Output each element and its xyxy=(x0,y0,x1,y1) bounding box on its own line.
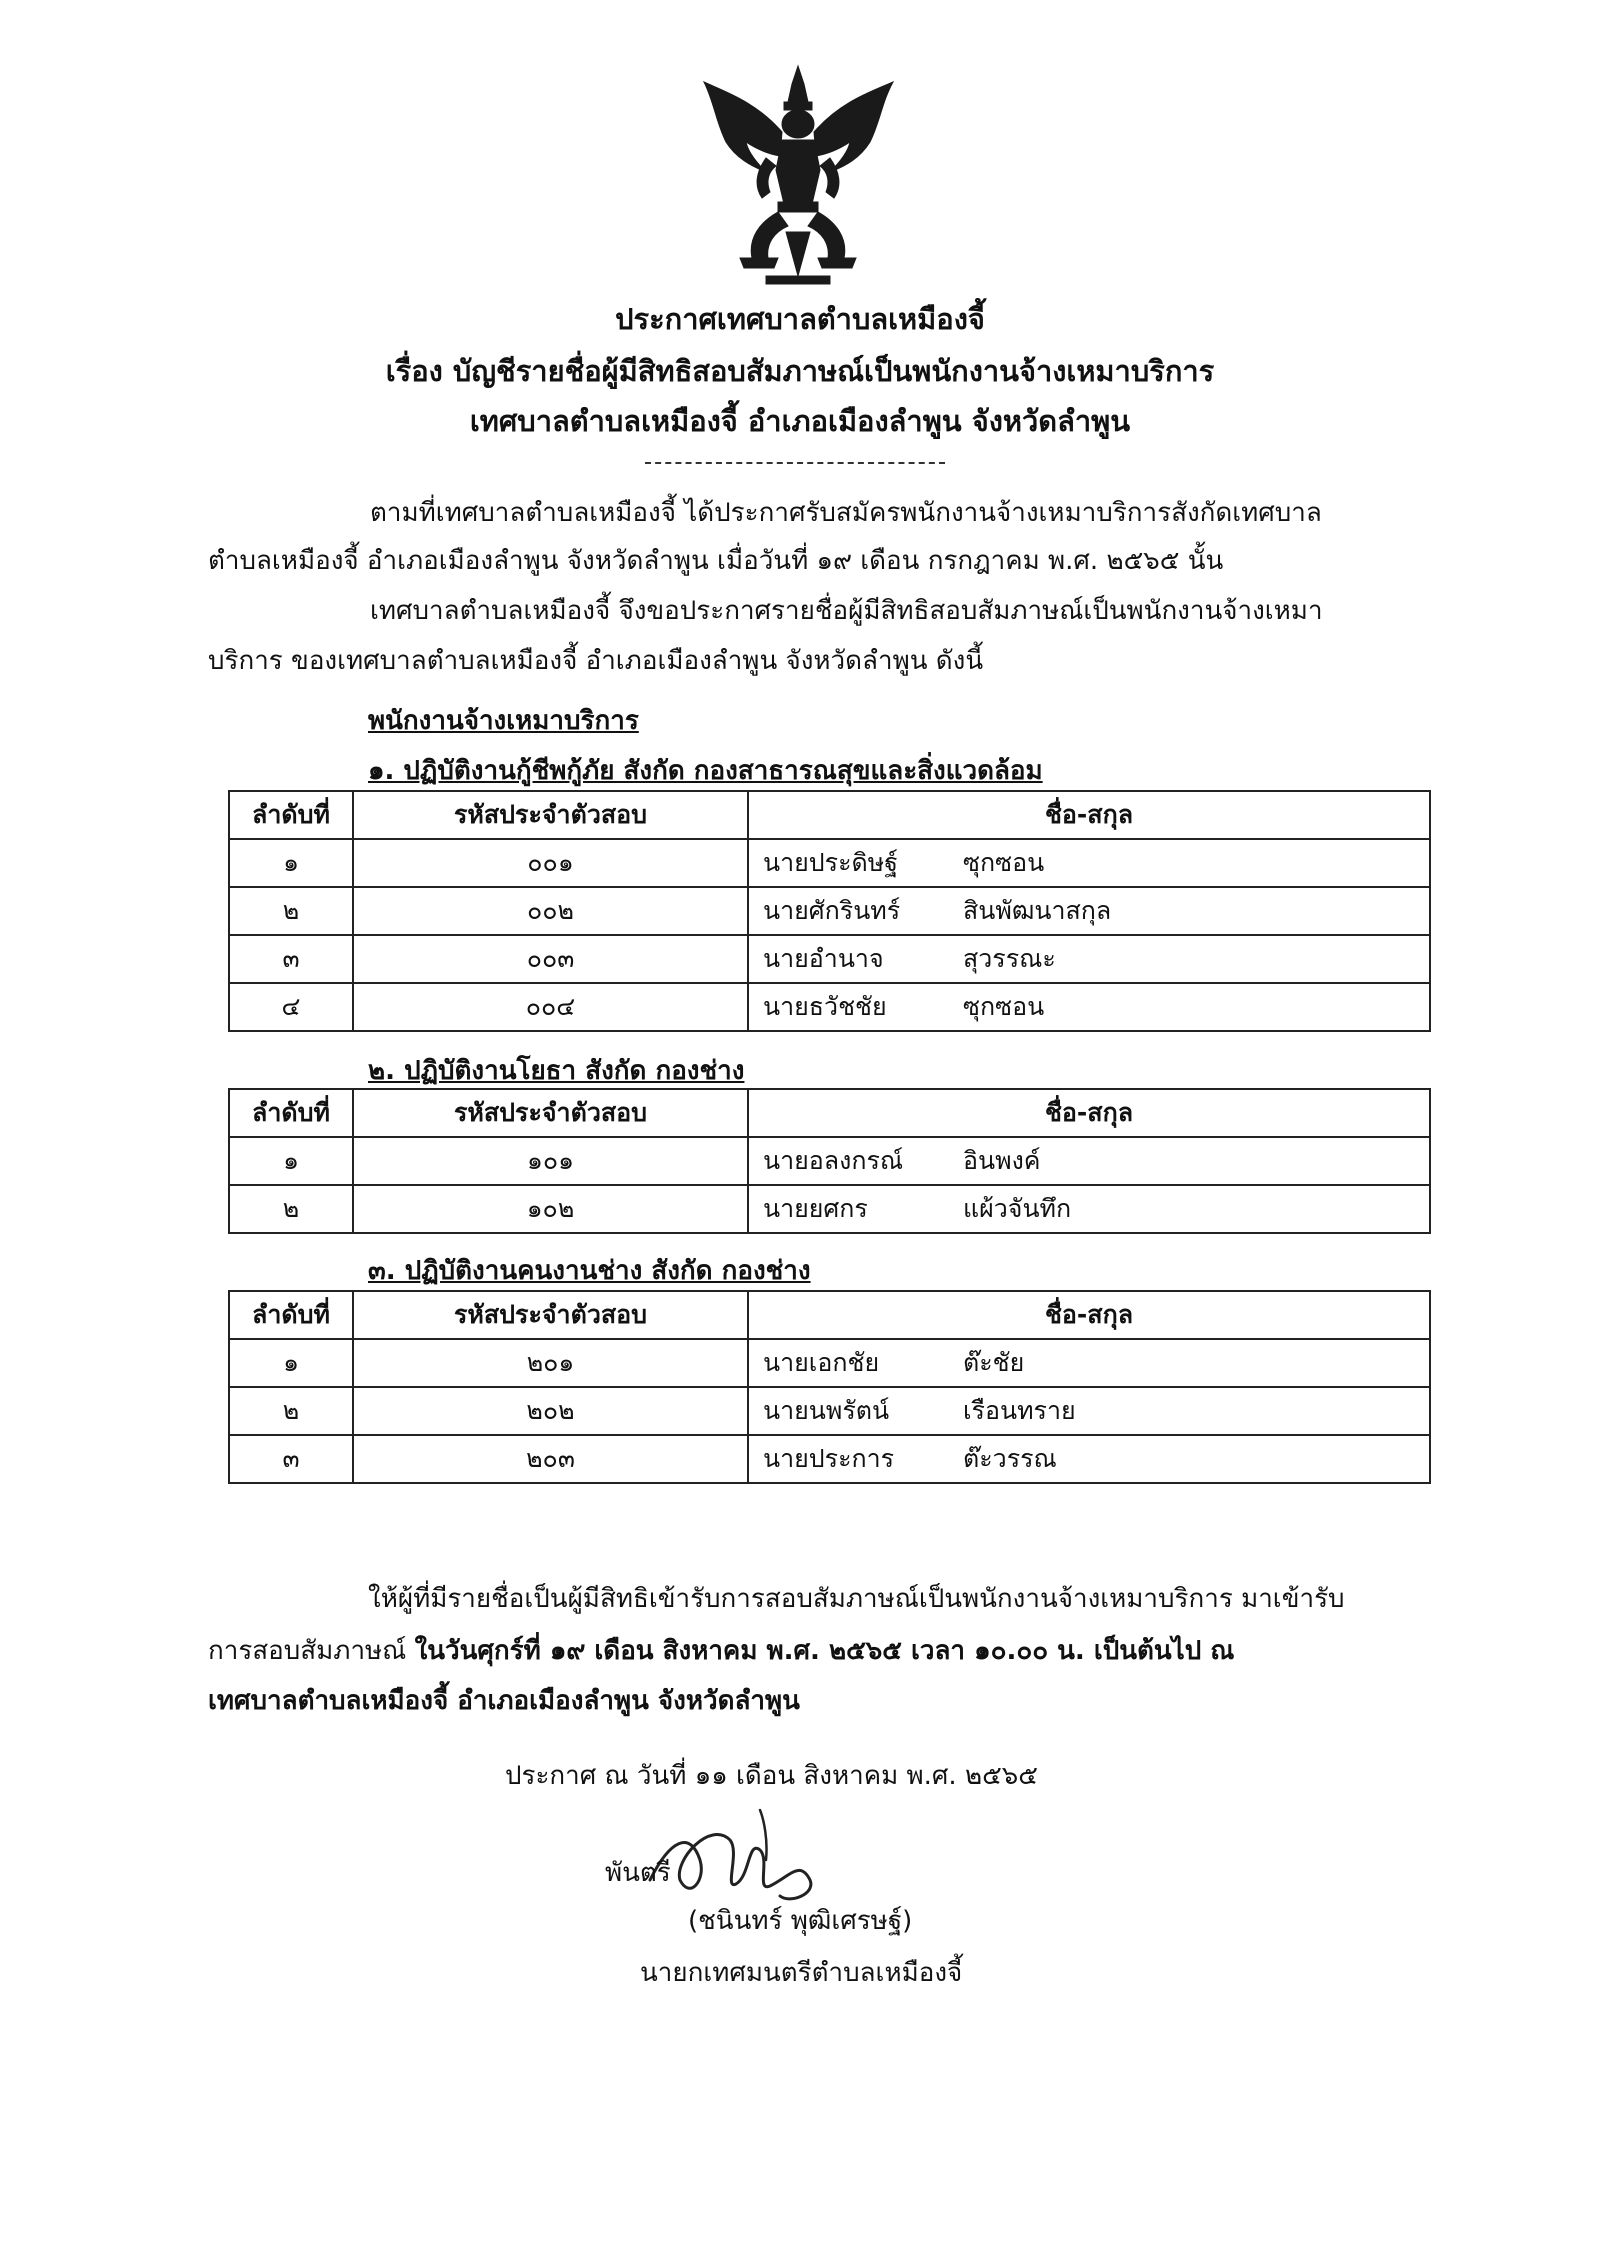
title-divider xyxy=(645,462,945,464)
signer-name: (ชนินทร์ พุฒิเศรษฐ์) xyxy=(688,1906,913,1936)
cell-surname: สินพัฒนาสกุล xyxy=(963,896,1112,925)
group-3-heading: ๓. ปฏิบัติงานคนงานช่าง สังกัด กองช่าง xyxy=(368,1256,811,1286)
cell-first-name: นายประการ xyxy=(763,1444,895,1473)
closing-line-2 xyxy=(208,1630,1234,1671)
cell-surname: อินพงค์ xyxy=(963,1146,1041,1175)
intro-line-3: เทศบาลตำบลเหมืองจี้ จึงขอประกาศรายชื่อผู้มีสิทธิสอบสัมภาษณ์เป็นพนักงานจ้างเหมา xyxy=(370,596,1323,626)
cell-order: ๔ xyxy=(229,983,353,1031)
cell-first-name: นายธวัชชัย xyxy=(763,992,887,1021)
cell-surname: ซุกซอน xyxy=(963,848,1045,877)
cell-code: ๑๐๒ xyxy=(353,1185,748,1233)
table-row xyxy=(229,887,1430,935)
table-header-row xyxy=(229,1291,1430,1339)
cell-first-name: นายอำนาจ xyxy=(763,944,884,973)
cell-surname: แผ้วจันทึก xyxy=(963,1194,1072,1223)
cell-code: ๑๐๑ xyxy=(353,1137,748,1185)
cell-name xyxy=(748,1185,1430,1233)
announcement-date: ประกาศ ณ วันที่ ๑๑ เดือน สิงหาคม พ.ศ. ๒๕๖๕ xyxy=(505,1761,1038,1791)
garuda-emblem-icon xyxy=(696,62,901,294)
cell-surname: ซุกซอน xyxy=(963,992,1045,1021)
signer-rank: พันตรี xyxy=(605,1858,671,1888)
cell-first-name: นายอลงกรณ์ xyxy=(763,1146,904,1175)
announcement-subject-line2: เทศบาลตำบลเหมืองจี้ อำเภอเมืองลำพูน จังหวัดลำพูน xyxy=(469,404,1131,438)
header-name: ชื่อ-สกุล xyxy=(748,1291,1430,1339)
header-order: ลำดับที่ xyxy=(229,1089,353,1137)
cell-first-name: นายยศกร xyxy=(763,1194,868,1223)
group-2-table xyxy=(228,1088,1431,1234)
table-row xyxy=(229,1339,1430,1387)
table-header-row xyxy=(229,791,1430,839)
cell-name xyxy=(748,1339,1430,1387)
cell-first-name: นายศักรินทร์ xyxy=(763,896,901,925)
table-row xyxy=(229,983,1430,1031)
group-1-table xyxy=(228,790,1431,1032)
table-row xyxy=(229,935,1430,983)
cell-name xyxy=(748,887,1430,935)
cell-name xyxy=(748,935,1430,983)
closing-line-3: เทศบาลตำบลเหมืองจี้ อำเภอเมืองลำพูน จังหวัดลำพูน xyxy=(208,1686,800,1716)
interview-date: ในวันศุกร์ที่ ๑๙ เดือน สิงหาคม พ.ศ. ๒๕๖๕ เวลา ๑๐.๐๐ น. เป็นต้นไป ณ xyxy=(414,1636,1235,1666)
announcement-subject: เรื่อง บัญชีรายชื่อผู้มีสิทธิสอบสัมภาษณ์เป็นพนักงานจ้างเหมาบริการ xyxy=(385,354,1215,388)
cell-order: ๒ xyxy=(229,1387,353,1435)
intro-line-1: ตามที่เทศบาลตำบลเหมืองจี้ ได้ประกาศรับสมัครพนักงานจ้างเหมาบริการสังกัดเทศบาล xyxy=(370,498,1322,528)
cell-first-name: นายประดิษฐ์ xyxy=(763,848,899,877)
table-header-row xyxy=(229,1089,1430,1137)
cell-order: ๑ xyxy=(229,839,353,887)
cell-surname: เรือนทราย xyxy=(963,1396,1076,1425)
group-3-table xyxy=(228,1290,1431,1484)
intro-line-2: ตำบลเหมืองจี้ อำเภอเมืองลำพูน จังหวัดลำพูน เมื่อวันที่ ๑๙ เดือน กรกฎาคม พ.ศ. ๒๕๖๕ นั้น xyxy=(208,546,1224,576)
cell-name xyxy=(748,839,1430,887)
cell-name xyxy=(748,1387,1430,1435)
header-code: รหัสประจำตัวสอบ xyxy=(353,791,748,839)
table-row xyxy=(229,1435,1430,1483)
cell-surname: ต๊ะวรรณ xyxy=(963,1444,1057,1473)
closing-line-2-plain: การสอบสัมภาษณ์ xyxy=(208,1636,415,1666)
header-name: ชื่อ-สกุล xyxy=(748,791,1430,839)
cell-name xyxy=(748,983,1430,1031)
section-heading: พนักงานจ้างเหมาบริการ xyxy=(368,706,639,736)
header-order: ลำดับที่ xyxy=(229,791,353,839)
cell-code: ๒๐๒ xyxy=(353,1387,748,1435)
cell-order: ๑ xyxy=(229,1339,353,1387)
table-row xyxy=(229,1137,1430,1185)
header-name: ชื่อ-สกุล xyxy=(748,1089,1430,1137)
cell-order: ๒ xyxy=(229,1185,353,1233)
cell-code: ๐๐๑ xyxy=(353,839,748,887)
table-row xyxy=(229,1185,1430,1233)
group-2-heading: ๒. ปฏิบัติงานโยธา สังกัด กองช่าง xyxy=(368,1056,745,1086)
cell-name xyxy=(748,1137,1430,1185)
signer-position: นายกเทศมนตรีตำบลเหมืองจี้ xyxy=(640,1958,963,1988)
table-row xyxy=(229,839,1430,887)
cell-code: ๐๐๒ xyxy=(353,887,748,935)
cell-code: ๒๐๑ xyxy=(353,1339,748,1387)
cell-code: ๐๐๓ xyxy=(353,935,748,983)
group-1-heading: ๑. ปฏิบัติงานกู้ชีพกู้ภัย สังกัด กองสาธารณสุขและสิ่งแวดล้อม xyxy=(368,756,1043,786)
cell-surname: ต๊ะชัย xyxy=(963,1348,1025,1377)
intro-line-4: บริการ ของเทศบาลตำบลเหมืองจี้ อำเภอเมืองลำพูน จังหวัดลำพูน ดังนี้ xyxy=(208,646,984,676)
cell-order: ๓ xyxy=(229,935,353,983)
cell-order: ๒ xyxy=(229,887,353,935)
cell-code: ๐๐๔ xyxy=(353,983,748,1031)
header-code: รหัสประจำตัวสอบ xyxy=(353,1291,748,1339)
cell-first-name: นายเอกชัย xyxy=(763,1348,880,1377)
cell-code: ๒๐๓ xyxy=(353,1435,748,1483)
announcement-title: ประกาศเทศบาลตำบลเหมืองจี้ xyxy=(615,302,985,336)
cell-surname: สุวรรณะ xyxy=(963,944,1056,973)
cell-order: ๓ xyxy=(229,1435,353,1483)
header-code: รหัสประจำตัวสอบ xyxy=(353,1089,748,1137)
table-row xyxy=(229,1387,1430,1435)
closing-line-1: ให้ผู้ที่มีรายชื่อเป็นผู้มีสิทธิเข้ารับการสอบสัมภาษณ์เป็นพนักงานจ้างเหมาบริการ มาเข้ารับ xyxy=(368,1584,1345,1614)
cell-order: ๑ xyxy=(229,1137,353,1185)
cell-first-name: นายนพรัตน์ xyxy=(763,1396,890,1425)
cell-name xyxy=(748,1435,1430,1483)
header-order: ลำดับที่ xyxy=(229,1291,353,1339)
